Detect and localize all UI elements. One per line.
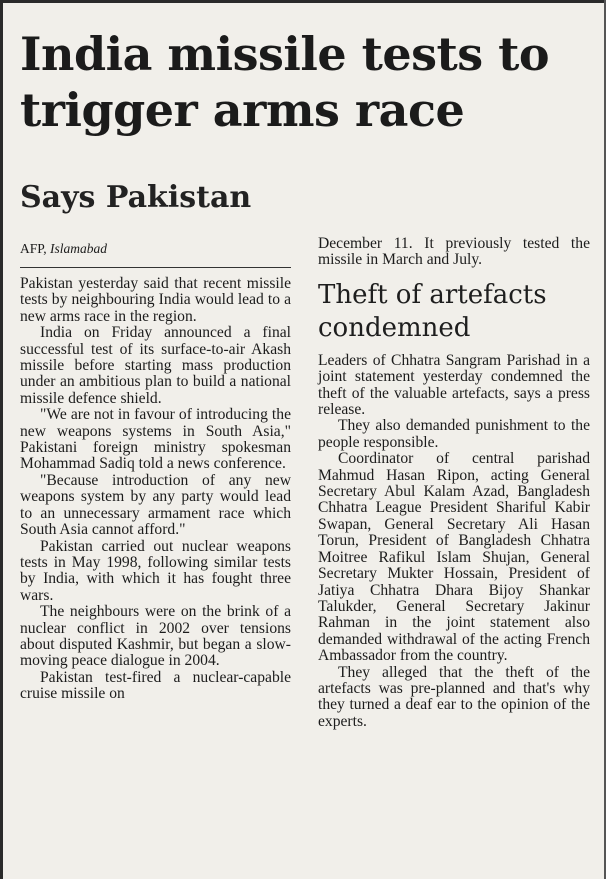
right-column [318,236,590,730]
article-paragraph: "We are not in favour of introducing the new weapons systems in South Asia," Pakistani foreign ministry spokesman Mohammad Sadiq told a news conference. [20,406,291,473]
article-continuation: December 11. It previously tested the missile in March and July. [318,235,590,269]
article-paragraph: Pakistan yesterday said that recent missile tests by neighbouring India would lead to a new arms race in the region. [20,275,291,325]
side-article-paragraph: They alleged that the theft of the artefacts was pre-planned and that's why they turned a deaf ear to the opinion of the experts. [318,663,590,730]
side-article-paragraph: They also demanded punishment to the people responsible. [318,417,590,451]
article-paragraph: Pakistan carried out nuclear weapons tests in May 1998, following similar tests by India, with which it has fought three wars. [20,537,291,604]
subheadline: Says Pakistan [20,180,252,215]
article-paragraph: The neighbours were on the brink of a nuclear conflict in 2002 over tensions about disputed Kashmir, but began a slow-moving peace dialogue in 2004. [20,603,291,670]
byline [20,240,291,258]
page-border-top [0,0,606,3]
byline-rule [20,267,291,268]
side-article-headline: Theft of artefacts condemned [318,279,547,343]
headline: India missile tests to trigger arms race [20,27,550,137]
article-paragraph: India on Friday announced a final successful test of its surface-to-air Akash missile before starting mass production under an ambitious plan to build a national missile defence shield. [20,324,291,407]
side-article-paragraph: Leaders of Chhatra Sangram Parishad in a joint statement yesterday condemned the theft of the valuable artefacts, says a press release. [318,351,590,419]
byline-location: Islamabad [50,241,108,256]
page-border-left [0,0,3,879]
side-article-paragraph: Coordinator of central parishad Mahmud Hasan Ripon, acting General Secretary Abul Kalam Azad, Bangladesh Chhatra League President Shariful Kabir Swapan, General Secretary Ali Hasan Torun, President of Bangladesh Chhatra Moitree Rafikul Islam Shujan, General Secretary Mukter Hossain, President of Jatiya Chhatra Dhara Bijoy Shankar Talukder, General Secretary Jakinur Rahman in the joint statement also demanded withdrawal of the acting French Ambassador from the country. [318,450,590,665]
byline-agency: AFP, [20,241,47,256]
article-paragraph: Pakistan test-fired a nuclear-capable cruise missile on [20,668,291,703]
article-paragraph: "Because introduction of any new weapons system by any party would lead to an unnecessary armament race which South Asia cannot afford." [20,471,291,539]
main-article-column [20,236,291,703]
